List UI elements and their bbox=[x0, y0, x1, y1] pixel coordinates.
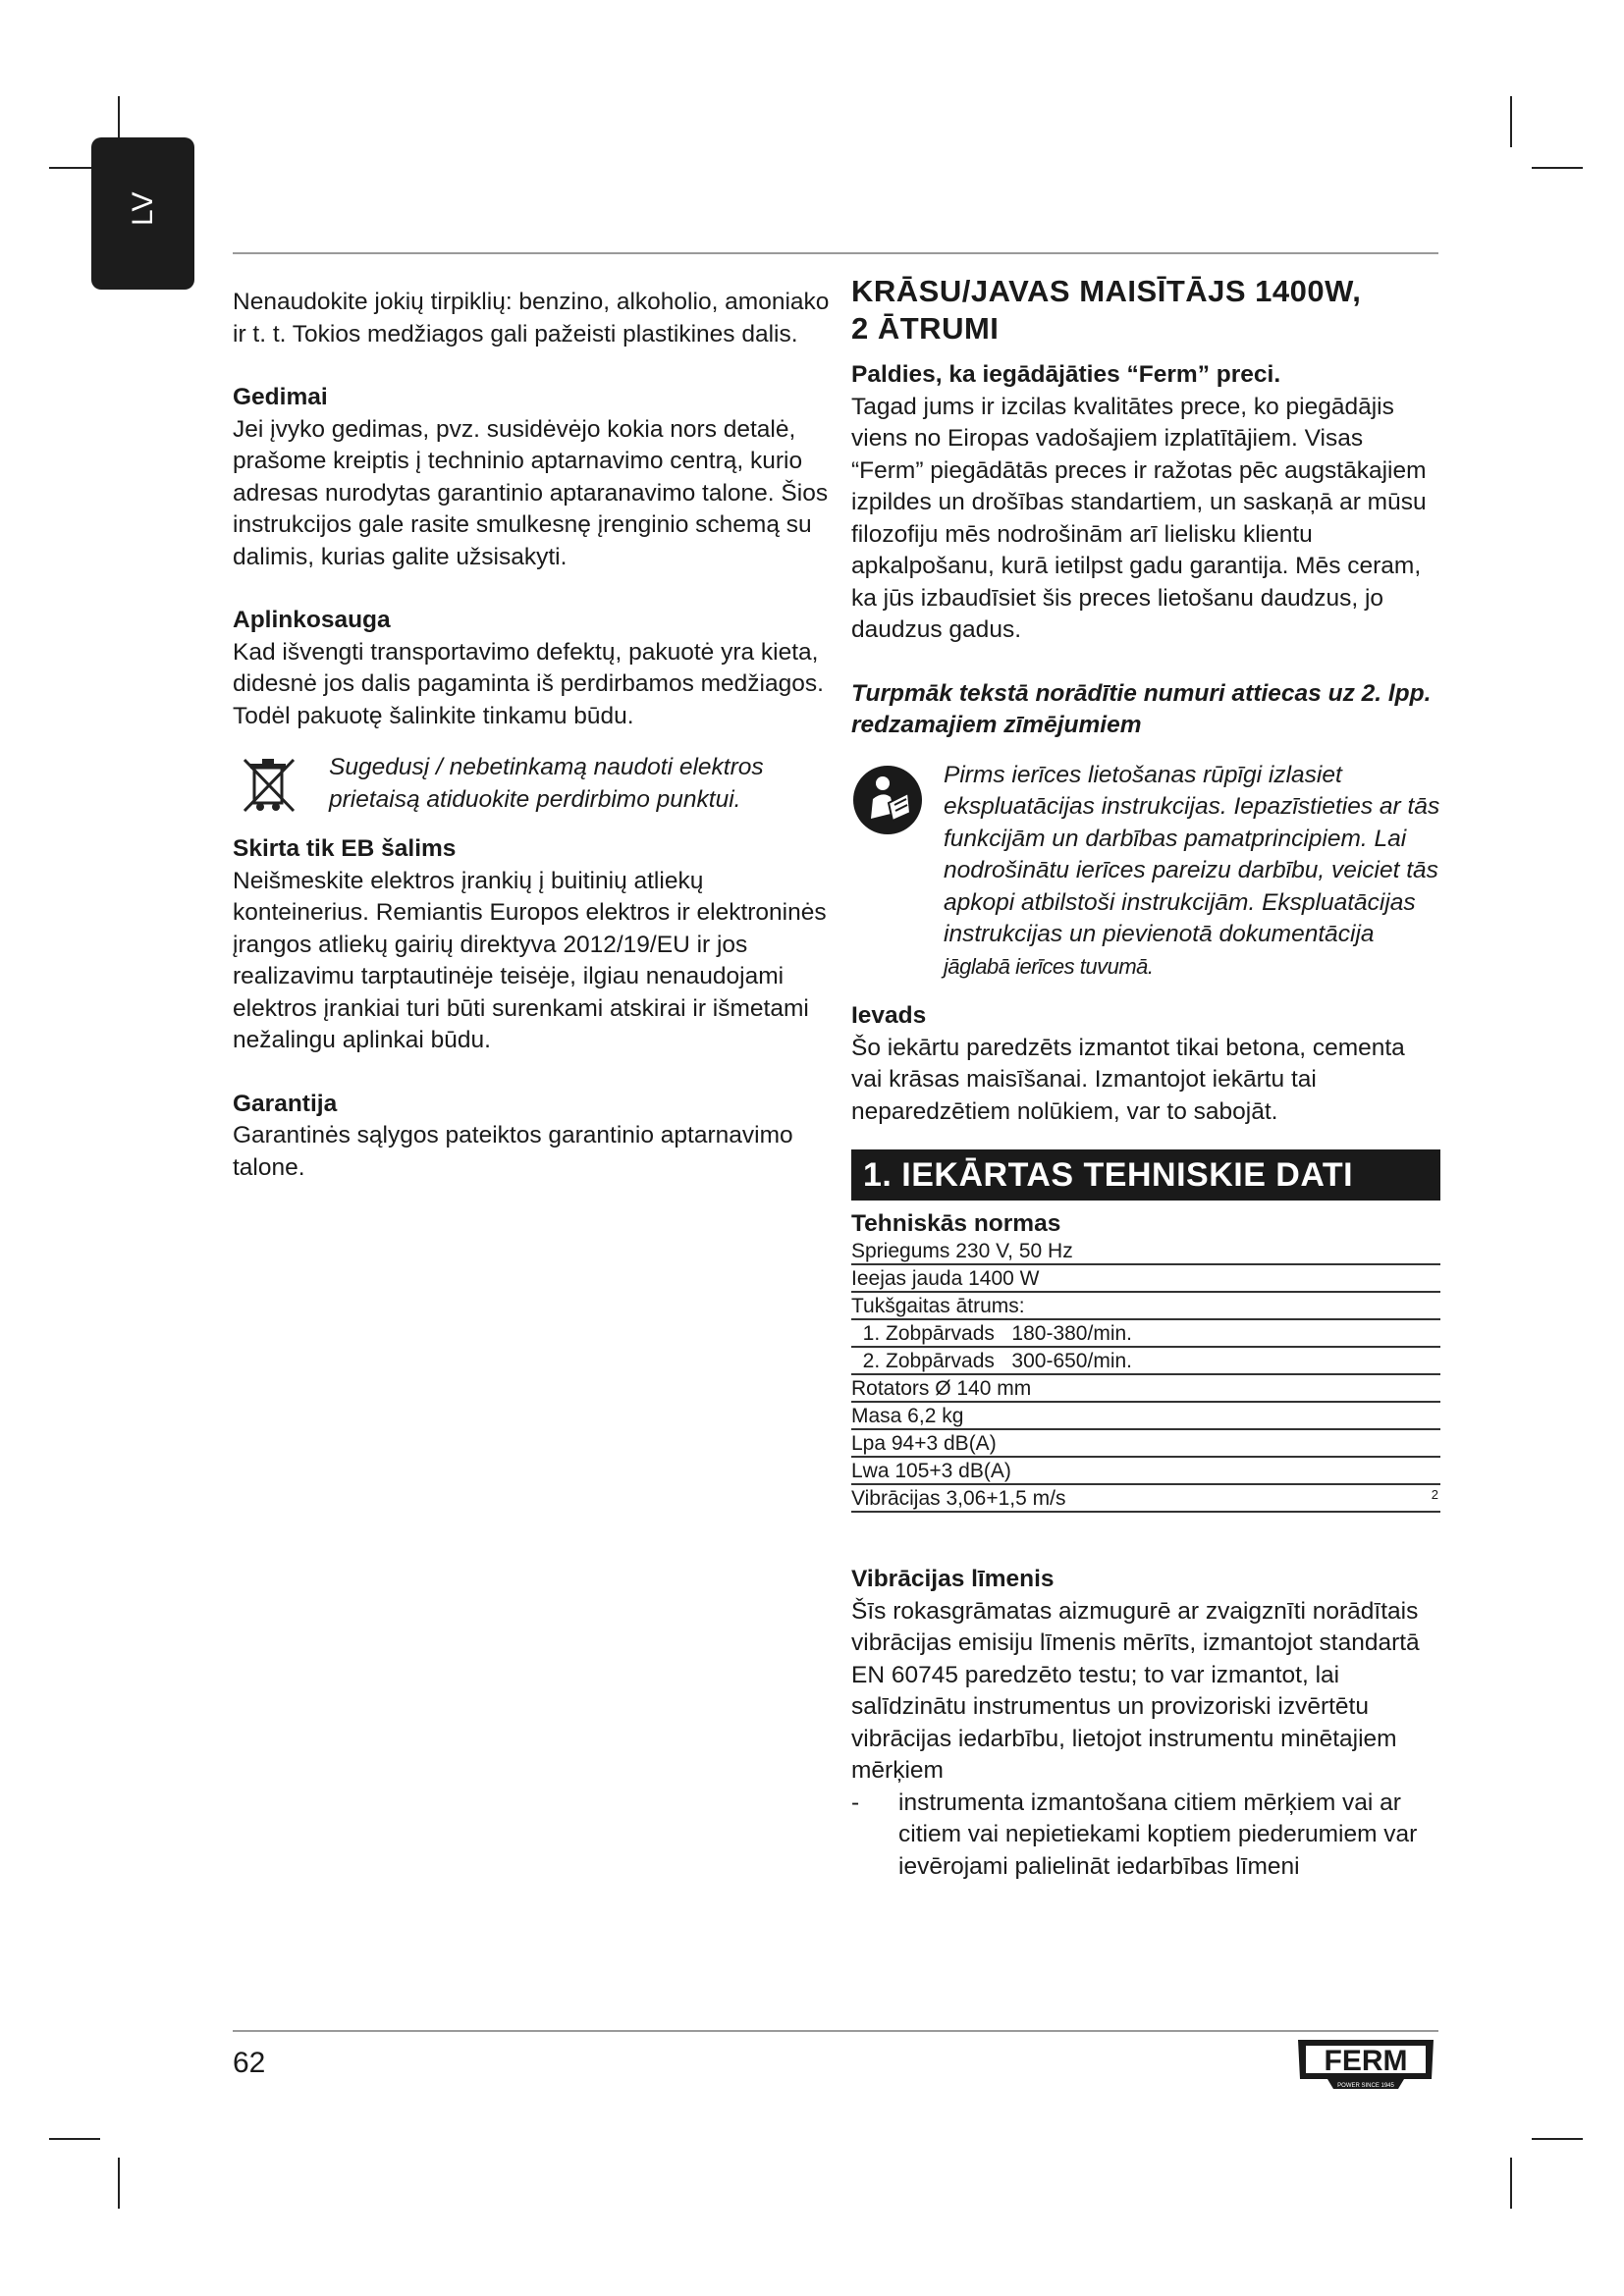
footer-rule bbox=[233, 2030, 1438, 2032]
solvent-warning: Nenaudokite jokių tirpiklių: benzino, alkoholio, amoniako ir t. t. Tokios medžiagos gali pažeisti plastikines dalis. bbox=[233, 289, 830, 347]
spec-row: Tukšgaitas ātrums: bbox=[851, 1293, 1440, 1320]
vibration-heading: Vibrācijas līmenis bbox=[851, 1566, 1055, 1592]
weee-block bbox=[233, 752, 832, 816]
crop-mark bbox=[1532, 2138, 1583, 2140]
spec-row: Ieejas jauda 1400 W bbox=[851, 1265, 1440, 1293]
spec-row: 2. Zobpārvads 300-650/min. bbox=[851, 1348, 1440, 1375]
manual-note-tail: jāglabā ierīces tuvumā. bbox=[944, 953, 1154, 979]
crop-mark bbox=[118, 2158, 120, 2209]
garantija-text: Garantinės sąlygos pateiktos garantinio aptarnavimo talone. bbox=[233, 1122, 793, 1181]
spec-row: Lwa 105+3 dB(A) bbox=[851, 1458, 1440, 1485]
spec-row: 1. Zobpārvads 180-380/min. bbox=[851, 1320, 1440, 1348]
reference-note: Turpmāk tekstā norādītie numuri attiecas uz 2. lpp. redzamajiem zīmējumiem bbox=[851, 679, 1432, 738]
language-tab bbox=[91, 137, 194, 290]
vibration-list-item bbox=[851, 1788, 1440, 1884]
product-title bbox=[851, 273, 1440, 347]
header-rule bbox=[233, 252, 1438, 254]
manual-notice bbox=[851, 760, 1440, 984]
right-column bbox=[851, 273, 1440, 1883]
crop-mark bbox=[49, 2138, 100, 2140]
weee-note: Sugedusį / nebetinkamą naudoti elektros prietaisą atiduokite perdirbimo punktui. bbox=[329, 754, 764, 813]
garantija-heading: Garantija bbox=[233, 1090, 338, 1117]
spec-row: Lpa 94+3 dB(A) bbox=[851, 1430, 1440, 1458]
spec-superscript: 2 bbox=[1431, 1487, 1438, 1502]
logo-subtext: POWER SINCE 1945 bbox=[1337, 2083, 1394, 2089]
spec-row: Spriegums 230 V, 50 Hz bbox=[851, 1238, 1440, 1265]
ferm-logo-mark bbox=[1294, 2036, 1437, 2093]
crop-mark bbox=[1510, 2158, 1512, 2209]
eb-text: Neišmeskite elektros įrankių į buitinių atliekų konteinerius. Remiantis Europos elektros ir elektroninės įrangos atliekų gairių direktyva 2012/19/EU ir jos realizavimu tarptautinėje teisėje, ilgiau nenaudojami elektros įrankiai turi būti surenkami atskirai ir išmetami nežalingu aplinkai būdu. bbox=[233, 867, 827, 1053]
gedimai-heading: Gedimai bbox=[233, 384, 328, 410]
ferm-logo bbox=[1294, 2036, 1437, 2093]
crossed-bin-icon bbox=[239, 754, 299, 815]
eb-heading: Skirta tik EB šalims bbox=[233, 835, 457, 862]
specs-table bbox=[851, 1238, 1440, 1513]
thanks-text: Tagad jums ir izcilas kvalitātes prece, ko piegādājis viens no Eiropas vadošajiem izplatītājiem. Visas “Ferm” piegādātās preces ir ražotas pēc augstākajiem izpildes un drošības standartiem, un saskaņā ar mūsu filozofiju mēs nodrošinām arī lielisku klientu apkalpošanu, kurā ietilpst gadu garantija. Mēs ceram, ka jūs izbaudīsiet šis preces lietošanu daudzus, jo daudzus gadus. bbox=[851, 393, 1427, 643]
language-code: LV bbox=[127, 191, 159, 226]
tech-data-section-bar: 1. IEKĀRTAS TEHNISKIE DATI bbox=[851, 1149, 1440, 1201]
page-number: 62 bbox=[233, 2047, 266, 2079]
ievads-text: Šo iekārtu paredzēts izmantot tikai betona, cementa vai krāsas maisīšanai. Izmantojot iekārtu tai neparedzētiem nolūkiem, var to sabojāt. bbox=[851, 1034, 1405, 1125]
gedimai-text: Jei įvyko gedimas, pvz. susidėvėjo kokia nors detalė, prašome kreiptis į techninio aptarnavimo centrą, kurio adresas nurodytas garantinio aptaranavimo talone. Šios instrukcijos gale rasite smulkesnę įrenginio schemą su dalimis, kurias galite užsisakyti. bbox=[233, 415, 829, 570]
read-manual-icon bbox=[851, 764, 924, 836]
left-column bbox=[233, 287, 832, 1184]
logo-text: FERM bbox=[1324, 2045, 1408, 2077]
specs-heading: Tehniskās normas bbox=[851, 1210, 1061, 1237]
spec-row-vibration bbox=[851, 1485, 1440, 1513]
crop-mark bbox=[1532, 167, 1583, 169]
spec-row: Rotators Ø 140 mm bbox=[851, 1375, 1440, 1403]
list-dash: - bbox=[851, 1789, 860, 1816]
aplinkosauga-heading: Aplinkosauga bbox=[233, 607, 391, 633]
aplinkosauga-text: Kad išvengti transportavimo defektų, pakuotė yra kieta, didesnė jos dalis pagaminta iš perdirbamos medžiagos. Todėl pakuotę šalinkite tinkamu būdu. bbox=[233, 638, 824, 729]
crop-mark bbox=[1510, 96, 1512, 147]
vibration-text: Šīs rokasgrāmatas aizmugurē ar zvaigznīti norādītais vibrācijas emisiju līmenis mērīts, izmantojot standartā EN 60745 paredzēto testu; to var izmantot, lai salīdzinātu instrumentus un provizoriski izvērtētu vibrācijas iedarbību, lietojot instrumentu minētajiem mērķiem bbox=[851, 1597, 1420, 1784]
manual-note: Pirms ierīces lietošanas rūpīgi izlasiet ekspluatācijas instrukcijas. Iepazīstieties ar tās funkcijām un darbības pamatprincipiem. Lai nodrošinātu ierīces pareizu darbību, veiciet tās apkopi atbilstoši instrukcijām. Ekspluatācijas instrukcijas un pievienotā dokumentācija bbox=[944, 761, 1440, 947]
product-title-line2: 2 ĀTRUMI bbox=[851, 311, 1000, 346]
thanks-heading: Paldies, ka iegādājāties “Ferm” preci. bbox=[851, 361, 1281, 388]
spec-vibration-text: Vibrācijas 3,06+1,5 m/s bbox=[851, 1487, 1066, 1510]
vibration-item-text: instrumenta izmantošana citiem mērķiem vai ar citiem vai nepietiekami koptiem piederumiem var ievērojami palielināt iedarbības līmeni bbox=[898, 1789, 1418, 1880]
ievads-heading: Ievads bbox=[851, 1002, 927, 1029]
spec-row: Masa 6,2 kg bbox=[851, 1403, 1440, 1430]
product-title-line1: KRĀSU/JAVAS MAISĪTĀJS 1400W, bbox=[851, 274, 1362, 308]
